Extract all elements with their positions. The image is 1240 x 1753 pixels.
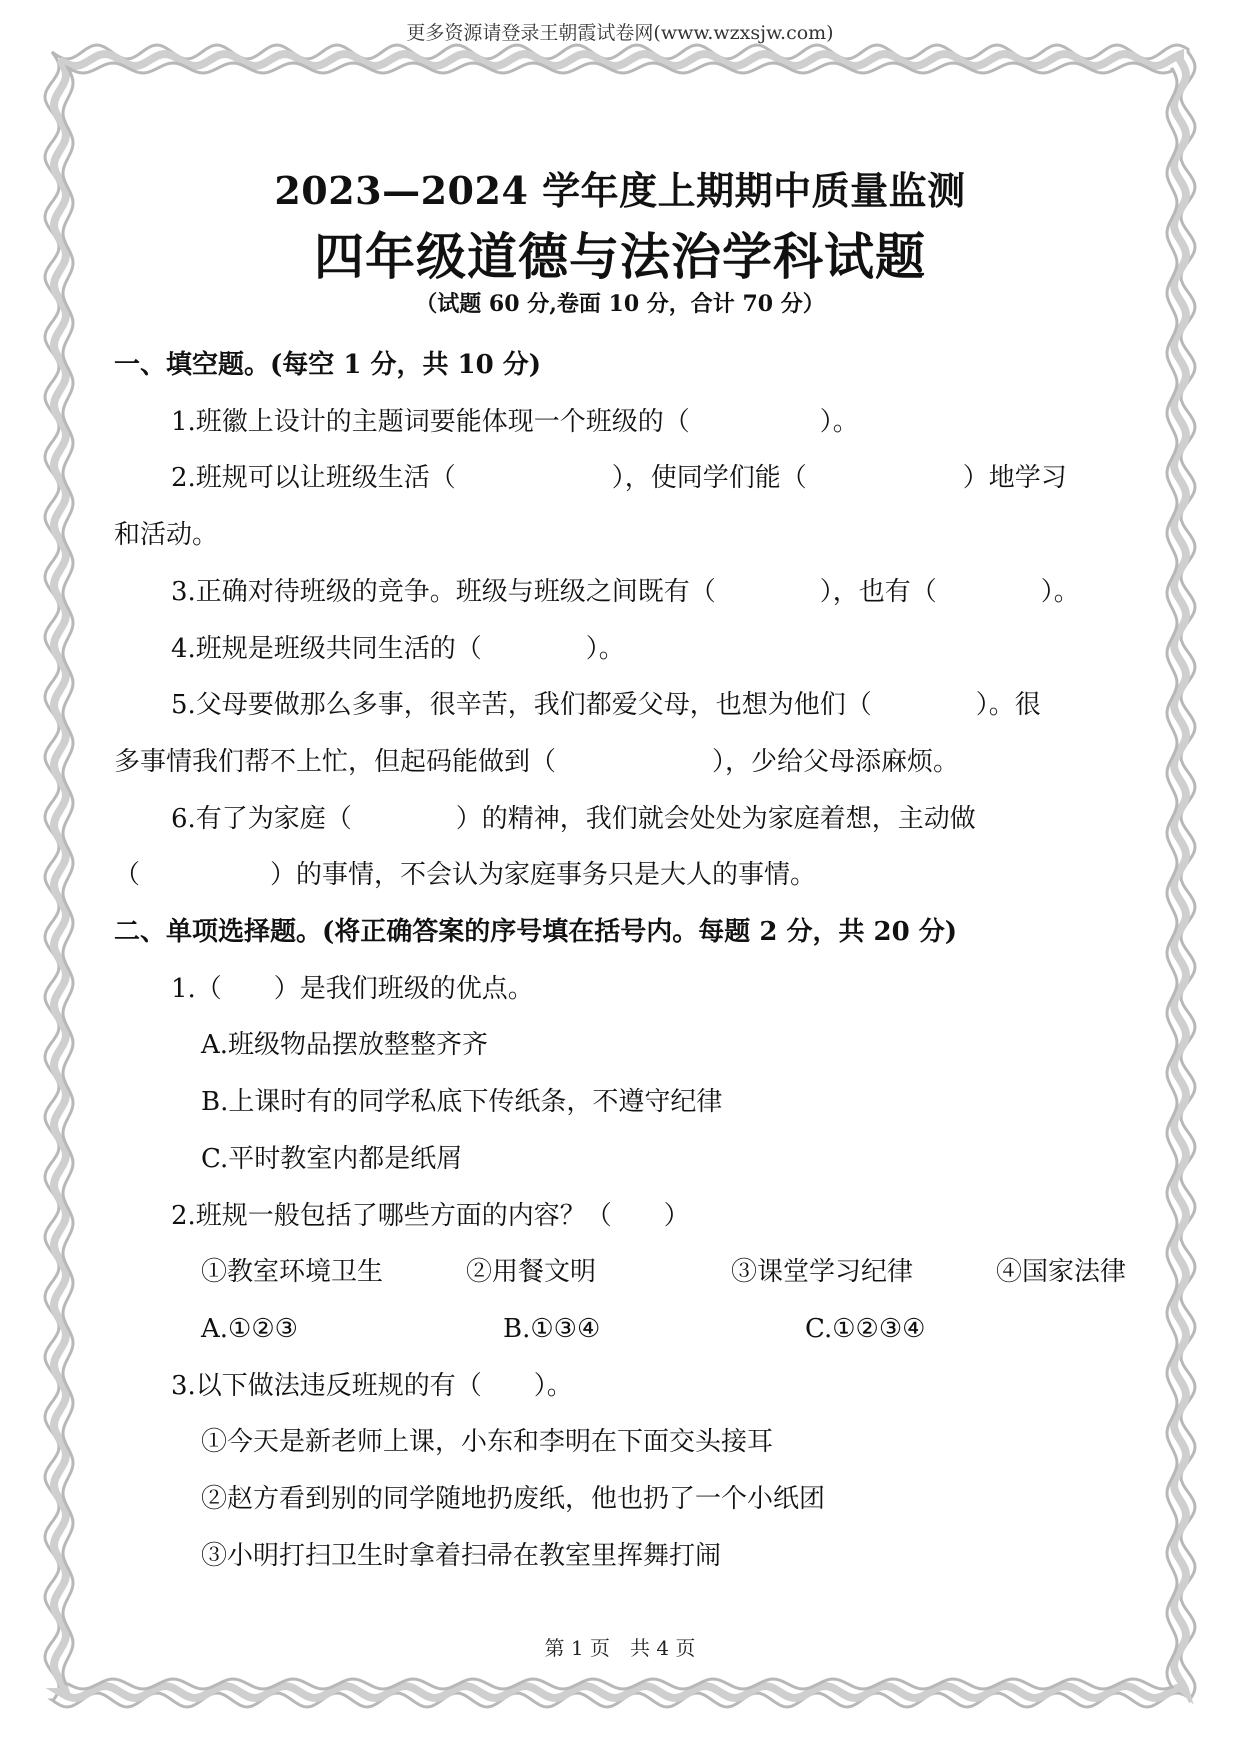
exam-sheet — [70, 65, 1170, 1690]
choice-question-2-options — [114, 1301, 1126, 1358]
choice-question-1: 1.（ ）是我们班级的优点。 — [171, 973, 534, 1004]
choice-option: B.①③④ — [503, 1313, 601, 1344]
exam-content — [114, 337, 1126, 1584]
list-item: ③小明打扫卫生时拿着扫帚在教室里挥舞打闹 — [201, 1540, 722, 1571]
list-item: ②用餐文明 — [466, 1257, 597, 1288]
fill-question-6-line1: 6.有了为家庭（ ）的精神，我们就会处处为家庭着想，主动做 — [171, 803, 976, 834]
section1-heading: 一、填空题。(每空 1 分，共 10 分) — [114, 350, 542, 380]
fill-question-1: 1.班徽上设计的主题词要能体现一个班级的（ ）。 — [171, 406, 859, 437]
fill-question-2-line1: 2.班规可以让班级生活（ ），使同学们能（ ）地学习 — [171, 463, 1067, 494]
score-note: （试题 60 分,卷面 10 分，合计 70 分） — [415, 291, 825, 317]
choice-option: B.上课时有的同学私底下传纸条，不遵守纪律 — [201, 1087, 723, 1118]
list-item: ①今天是新老师上课，小东和李明在下面交头接耳 — [201, 1427, 774, 1458]
fill-question-6-line2: （ ）的事情，不会认为家庭事务只是大人的事情。 — [114, 860, 817, 891]
list-item: ①教室环境卫生 — [201, 1257, 384, 1288]
fill-question-5-line1: 5.父母要做那么多事，很辛苦，我们都爱父母，也想为他们（ ）。很 — [171, 690, 1041, 721]
list-item: ③课堂学习纪律 — [731, 1257, 914, 1288]
list-item: ④国家法律 — [996, 1257, 1127, 1288]
exam-title-subject: 四年级道德与法治学科试题 — [314, 227, 926, 286]
choice-question-2-items — [114, 1244, 1126, 1301]
page-number: 第 1 页 共 4 页 — [544, 1636, 696, 1660]
section2-heading: 二、单项选择题。(将正确答案的序号填在括号内。每题 2 分，共 20 分) — [114, 917, 958, 948]
fill-question-5-line2: 多事情我们帮不上忙，但起码能做到（ ），少给父母添麻烦。 — [114, 746, 960, 777]
choice-option: C.平时教室内都是纸屑 — [201, 1143, 463, 1174]
source-banner: 更多资源请登录王朝霞试卷网(www.wzxsjw.com) — [406, 22, 834, 44]
fill-question-3: 3.正确对待班级的竞争。班级与班级之间既有（ ），也有（ ）。 — [171, 576, 1080, 607]
choice-question-3: 3.以下做法违反班规的有（ ）。 — [171, 1370, 573, 1401]
exam-title-term: 2023—2024 学年度上期期中质量监测 — [274, 168, 966, 213]
list-item: ②赵方看到别的同学随地扔废纸，他也扔了一个小纸团 — [201, 1484, 826, 1515]
choice-option: A.班级物品摆放整整齐齐 — [201, 1030, 489, 1061]
choice-option: C.①②③④ — [805, 1313, 926, 1344]
choice-question-2: 2.班规一般包括了哪些方面的内容？（ ） — [171, 1200, 690, 1231]
fill-question-4: 4.班规是班级共同生活的（ ）。 — [171, 633, 625, 664]
fill-question-2-line2: 和活动。 — [114, 520, 219, 551]
choice-option: A.①②③ — [201, 1313, 298, 1344]
